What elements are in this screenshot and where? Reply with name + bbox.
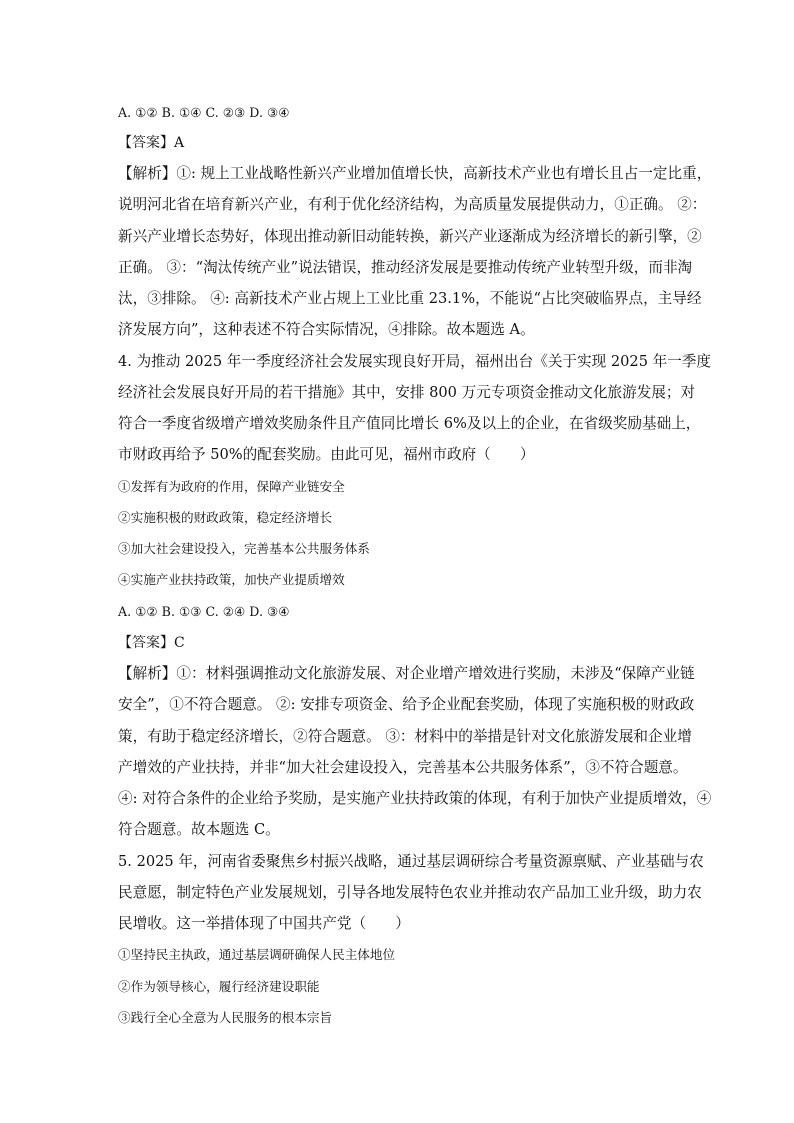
q3-answer: 【答案】A [118,135,185,151]
q5-choice: ①坚持民主执政，通过基层调研确保人民主体地位 [118,947,396,962]
q4-choice: ②实施积极的财政政策，稳定经济增长 [118,510,333,525]
q3-analysis-line: 正确。 ③：“淘汰传统产业”说法错误，推动经济发展是要推动传统产业转型升级，而非淘 [118,259,693,276]
q3-options: A. ①② B. ①④ C. ②③ D. ③④ [118,105,290,120]
q4-options: A. ①② B. ①③ C. ②④ D. ③④ [118,604,290,619]
q3-analysis-line: 汰，③排除。 ④: 高新技术产业占规上工业比重 23.1%，不能说“占比突破临界点，主导经 [118,290,702,307]
q4-analysis-line: 符合题意。故本题选 C。 [118,821,280,838]
q4-stem-line: 符合一季度省级增产增效奖励条件且产值同比增长 6%及以上的企业，在省级奖励基础上， [118,415,701,432]
q4-choice: ①发挥有为政府的作用，保障产业链安全 [118,479,345,494]
q5-choice: ③践行全心全意为人民服务的根本宗旨 [118,1010,333,1025]
q3-analysis-line: 济发展方向”，这种表述不符合实际情况，④排除。故本题选 A。 [118,321,535,338]
q4-analysis-line: 策，有助于稳定经济增长，②符合题意。 ③：材料中的举措是针对文化旅游发展和企业增 [118,728,692,745]
q3-analysis-line: 【解析】①: 规上工业战略性新兴产业增加值增长快，高新技术产业也有增长且占一定比重， [118,165,712,182]
q5-stem-line: 民意愿，制定特色产业发展规划，引导各地发展特色农业并推动农产品加工业升级，助力农 [118,884,702,901]
q4-analysis-line: 【解析】①：材料强调推动文化旅游发展、对企业增产增效进行奖励，未涉及“保障产业链 [118,665,695,682]
q4-stem-line: 市财政再给予 50%的配套奖励。由此可见，福州市政府（ ） [118,446,535,463]
q5-stem-line: 5. 2025 年，河南省委聚焦乡村振兴战略，通过基层调研综合考量资源禀赋、产业基础与农 [118,853,704,870]
q4-choice: ③加大社会建设投入，完善基本公共服务体系 [118,541,370,556]
q3-analysis-line: 说明河北省在培育新兴产业，有利于优化经济结构，为高质量发展提供动力，①正确。 ②： [118,196,707,213]
q4-stem-line: 4. 为推动 2025 年一季度经济社会发展实现良好开局，福州出台《关于实现 2025 年一季度 [118,353,711,370]
q4-choice: ④实施产业扶持政策，加快产业提质增效 [118,572,345,587]
q4-stem-line: 经济社会发展良好开局的若干措施》其中，安排 800 万元专项资金推动文化旅游发展；对 [118,384,696,401]
q5-stem-line: 民增收。这一举措体现了中国共产党（ ） [118,915,410,932]
q5-choice: ②作为领导核心，履行经济建设职能 [118,979,320,994]
q4-analysis-line: 产增效的产业扶持，并非“加大社会建设投入，完善基本公共服务体系”，③不符合题意。 [118,759,688,776]
q4-analysis-line: ④: 对符合条件的企业给予奖励，是实施产业扶持政策的体现，有利于加快产业提质增效，④ [118,790,712,807]
q3-analysis-line: 新兴产业增长态势好，体现出推动新旧动能转换，新兴产业逐渐成为经济增长的新引擎，② [118,228,702,245]
q4-analysis-line: 安全”，①不符合题意。 ②: 安排专项资金、给予企业配套奖励，体现了实施积极的财政政 [118,696,695,713]
q4-answer: 【答案】C [118,635,185,651]
